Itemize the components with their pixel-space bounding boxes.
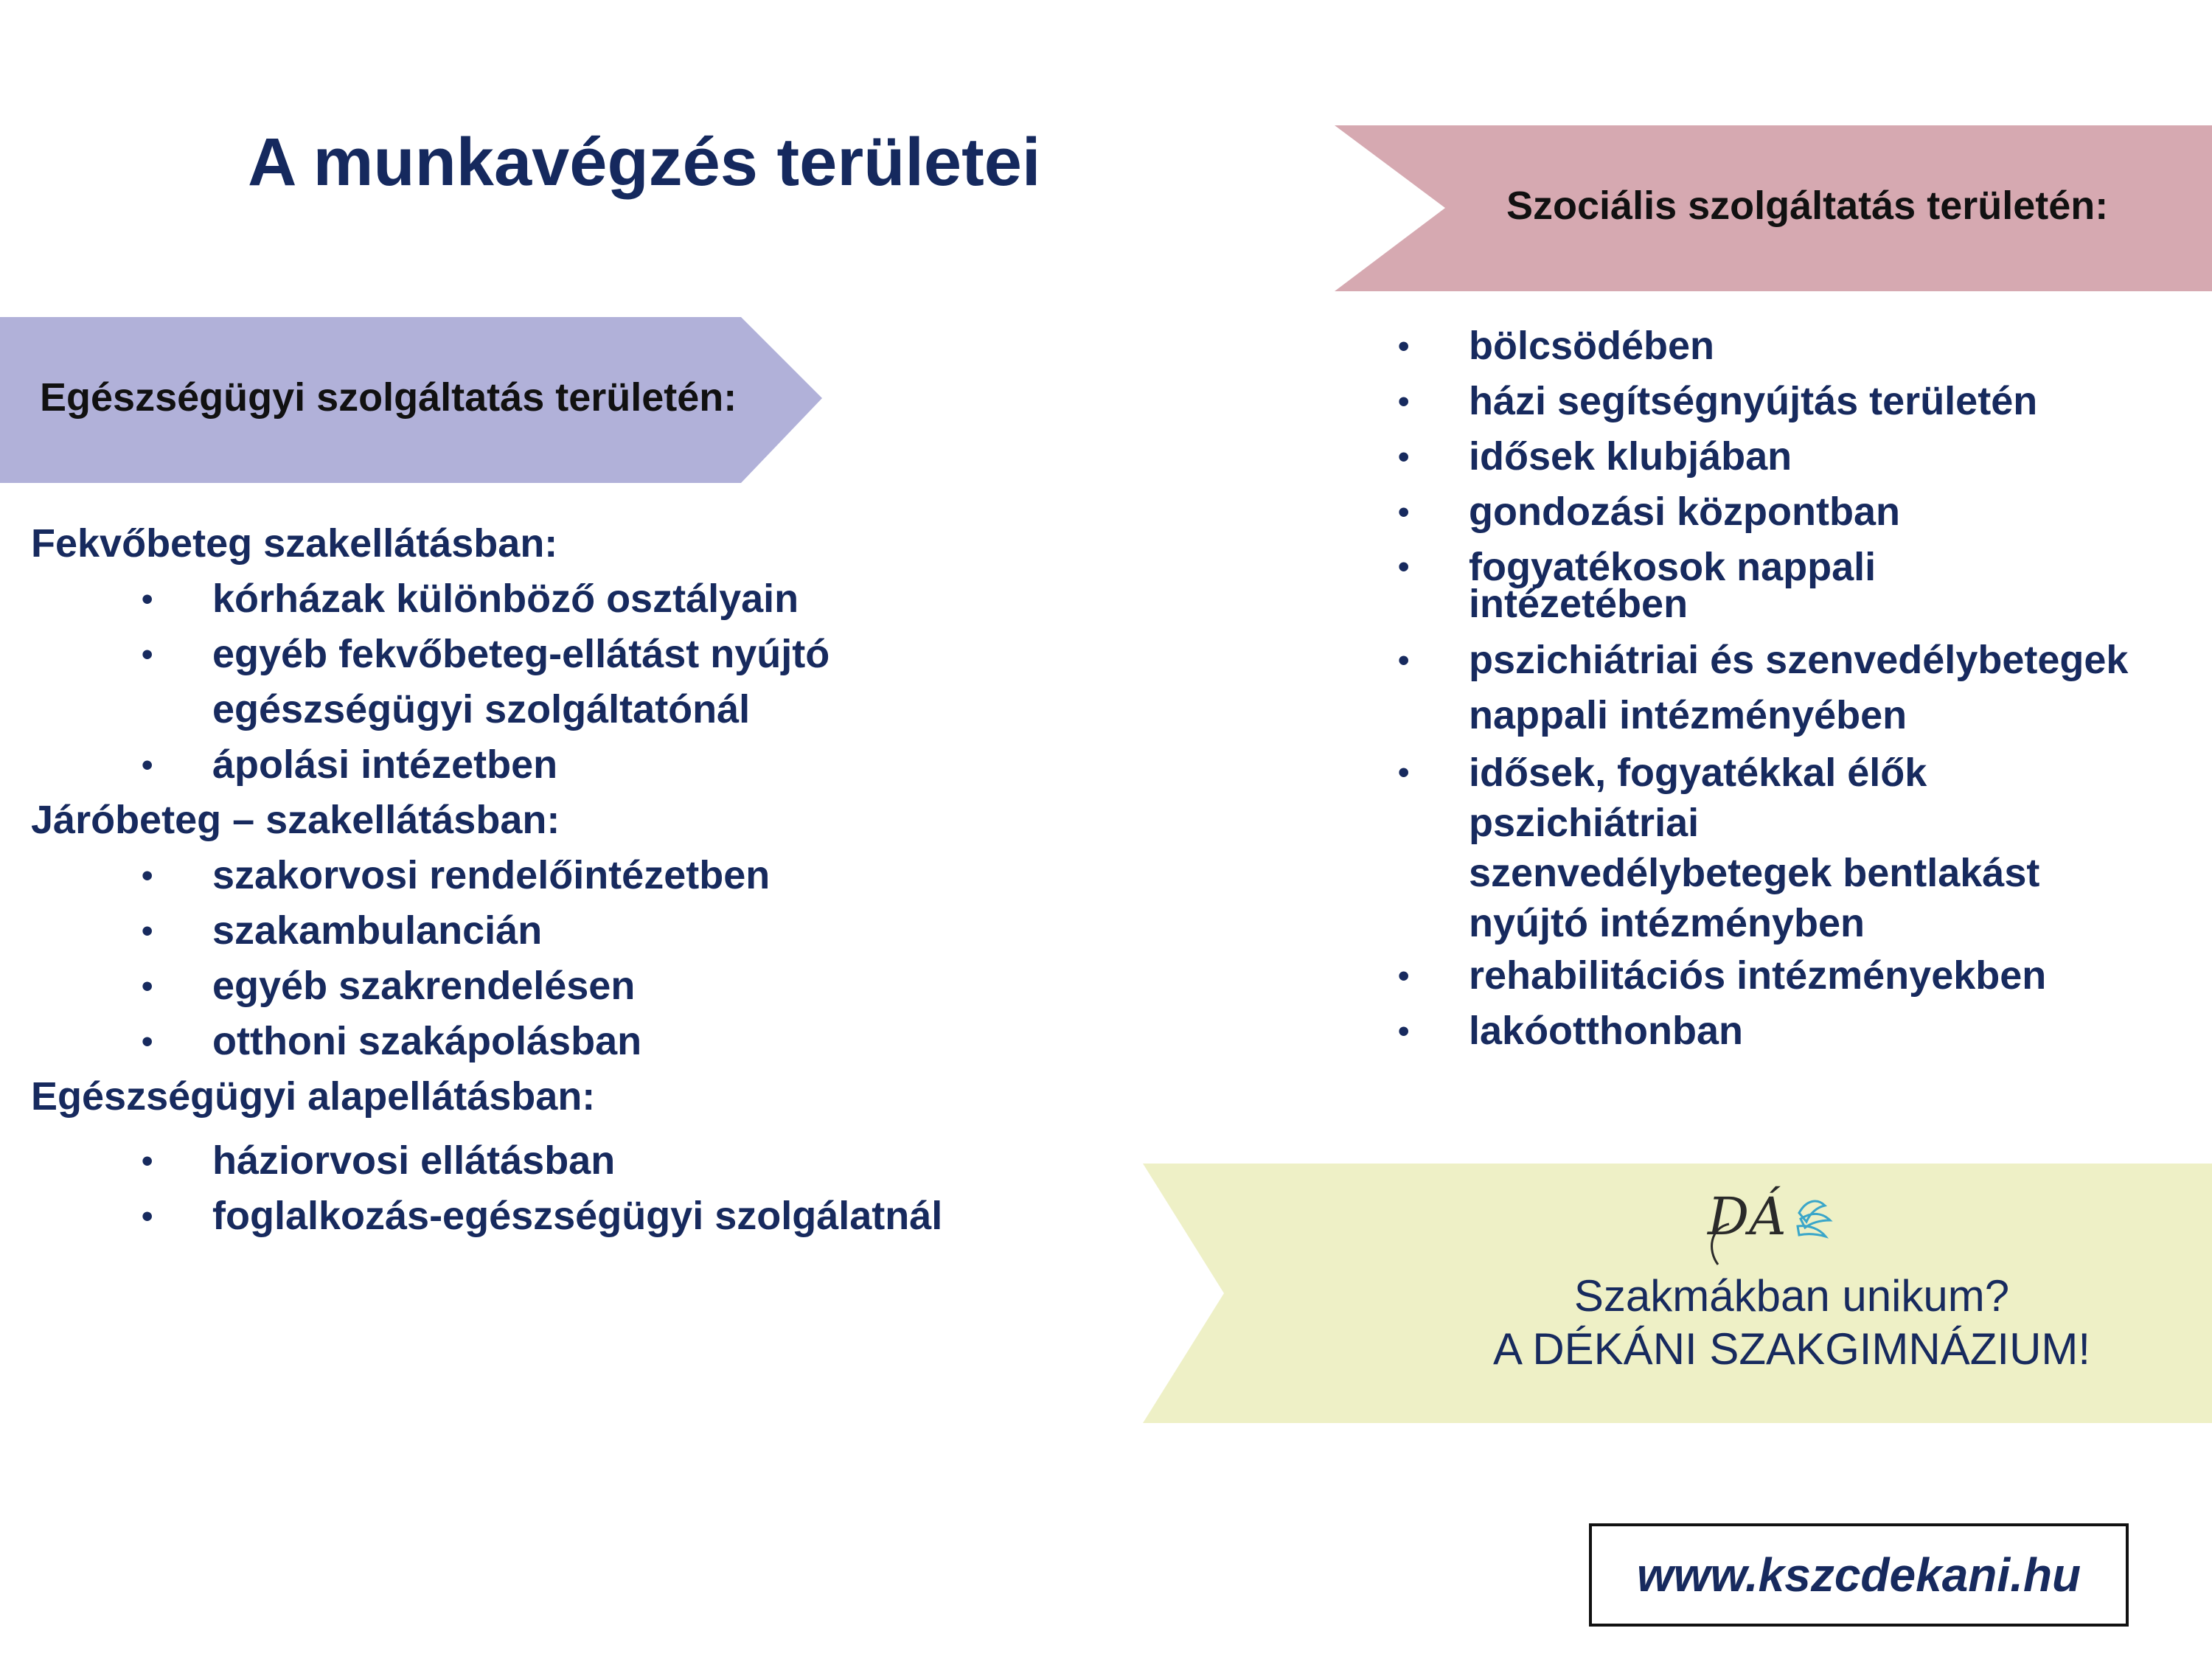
website-box (1589, 1523, 2129, 1627)
health-banner-label: Egészségügyi szolgáltatás területén: (40, 375, 737, 420)
social-list (1398, 319, 2129, 1059)
bullet-icon: • (142, 636, 153, 672)
section-heading-primary-care: Egészségügyi alapellátásban: (31, 1074, 596, 1119)
list-item: • szakambulancián (212, 903, 942, 959)
list-item: • fogyatékosok nappali intézetében (1398, 545, 1877, 626)
list-item: • idősek klubjában (1469, 429, 2128, 484)
list-item: • lakóotthonban (1469, 1004, 2128, 1059)
bullet-icon: • (142, 581, 153, 617)
bullet-icon: • (142, 1143, 153, 1179)
outpatient-list (142, 848, 942, 1069)
bullet-icon: • (142, 858, 153, 894)
list-item: • foglalkozás-egészségügyi szolgálatnál (212, 1189, 942, 1244)
bullet-icon: • (142, 968, 153, 1004)
bullet-icon: • (142, 913, 153, 949)
bullet-icon: • (1398, 328, 1410, 364)
section-heading-outpatient: Járóbeteg – szakellátásban: (31, 798, 560, 842)
bullet-icon: • (1398, 642, 1410, 678)
bullet-icon: • (1398, 549, 1410, 585)
bullet-icon: • (1398, 1013, 1410, 1049)
list-item: • pszichiátriai és szenvedélybetegek nappali intézményében (1469, 633, 2128, 743)
bullet-icon: • (1398, 383, 1410, 420)
bullet-icon: • (142, 1023, 153, 1060)
school-slogan (1401, 1270, 2183, 1376)
list-item: • kórházak különböző osztályain (212, 571, 942, 627)
slogan-line-1: Szakmákban unikum? (1573, 1271, 2010, 1321)
list-item: • otthoni szakápolásban (212, 1014, 942, 1069)
slogan-line-2: A DÉKÁNI SZAKGIMNÁZIUM! (1492, 1324, 2091, 1374)
logo-monogram: DÁ (1708, 1186, 1787, 1247)
bullet-icon: • (1398, 754, 1410, 790)
page-title: A munkavégzés területei (248, 125, 1041, 200)
list-item: • egyéb fekvőbeteg-ellátást nyújtó egészségügyi szolgáltatónál (212, 627, 942, 737)
bullet-icon: • (1398, 494, 1410, 530)
list-item: • gondozási központban (1469, 484, 2128, 540)
bullet-icon: • (142, 747, 153, 783)
list-item: • háziorvosi ellátásban (212, 1133, 942, 1189)
inpatient-list (142, 571, 942, 793)
social-banner-label: Szociális szolgáltatás területén: (1506, 184, 2109, 228)
list-item: • bölcsödében (1469, 319, 2128, 374)
list-item: • szakorvosi rendelőintézetben (212, 848, 942, 903)
bullet-icon: • (142, 1198, 153, 1234)
health-list (31, 516, 942, 1244)
list-item: • rehabilitációs intézményekben (1469, 948, 2128, 1004)
school-logo (1696, 1183, 1843, 1272)
list-item: • házi segítségnyújtás területén (1469, 374, 2128, 429)
list-item: • egyéb szakrendelésen (212, 959, 942, 1014)
bullet-icon: • (1398, 958, 1410, 994)
primary-care-list (142, 1133, 943, 1244)
list-item: • idősek, fogyatékkal élők pszichiátriai szenvedélybetegek bentlakást nyújtó intézményben (1469, 748, 2128, 948)
list-item: • ápolási intézetben (212, 737, 942, 793)
website-link[interactable]: www.kszcdekani.hu (1636, 1548, 2081, 1601)
section-heading-inpatient: Fekvőbeteg szakellátásban: (31, 521, 558, 566)
bullet-icon: • (1398, 439, 1410, 475)
